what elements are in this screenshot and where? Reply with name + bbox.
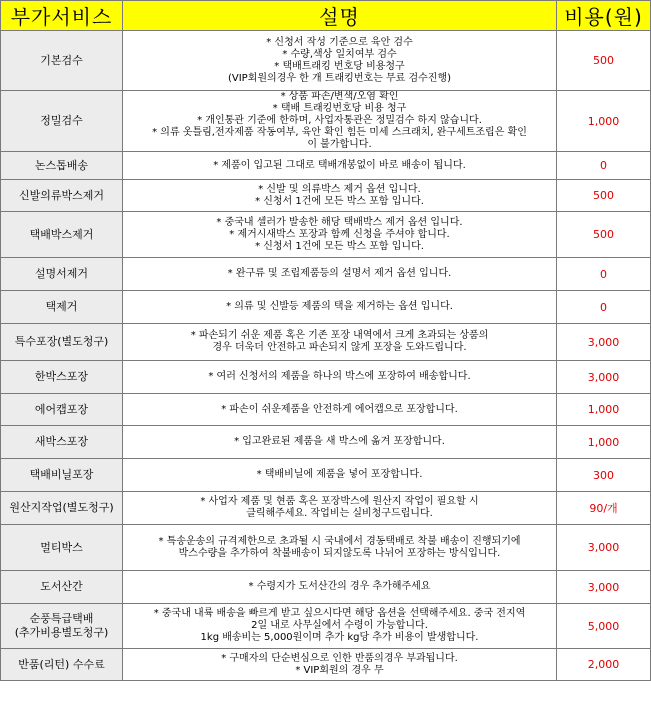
- service-description-cell: [123, 152, 557, 180]
- service-description-cell: [123, 525, 557, 571]
- table-row: [1, 649, 651, 681]
- table-row: [1, 394, 651, 426]
- description-line: * 중국내 내륙 배송을 빠르게 받고 싶으시다면 해당 옵션을 선택해주세요. 중국 전지역: [153, 608, 526, 619]
- service-name: 정밀검수: [40, 114, 83, 127]
- service-name: 논스톱배송: [34, 158, 89, 172]
- service-description-cell: [123, 91, 557, 152]
- header-description: 설명: [123, 1, 557, 31]
- description-line: * 완구류 및 조립제품등의 설명서 제거 옵션 입니다.: [227, 268, 452, 279]
- service-cost: 5,000: [557, 604, 651, 649]
- description-line: * 신발 및 의류박스 제거 옵션 입니다.: [258, 183, 421, 195]
- service-name: 신발의류박스제거: [18, 188, 104, 202]
- description-line: * 제품이 입고된 그대로 택배개봉없이 바로 배송이 됩니다.: [213, 159, 466, 171]
- table-row: [1, 361, 651, 394]
- service-cost: 2,000: [557, 649, 651, 681]
- description-line: * 파손되기 쉬운 제품 혹은 기존 포장 내역에서 크게 초과되는 상품의: [190, 330, 489, 341]
- service-name-cell: [1, 152, 123, 180]
- service-description-cell: [123, 492, 557, 525]
- service-description-cell: [123, 604, 557, 649]
- service-name: 멀티박스: [40, 540, 83, 554]
- table-row: [1, 291, 651, 324]
- table-row: [1, 152, 651, 180]
- description-line: * 의류 옷틀림,전자제품 작동여부, 육안 확인 힘든 미세 스크래치, 완구세트조립은 확인: [152, 127, 527, 138]
- table-body: [1, 31, 651, 681]
- description-line: * 구매자의 단순변심으로 인한 반품의경우 부과됩니다.: [221, 652, 458, 664]
- header-service: 부가서비스: [1, 1, 123, 31]
- table-row: [1, 525, 651, 571]
- service-cost: 300: [557, 459, 651, 492]
- description-line: * 개인통관 기준에 한하며, 사업자통관은 정밀검수 하지 않습니다.: [197, 115, 482, 126]
- service-name: 택배박스제거: [29, 227, 94, 241]
- description-line: 클릭해주세요. 작업비는 실비청구드립니다.: [246, 508, 433, 519]
- service-name: 기본검수: [40, 53, 83, 67]
- service-name-cell: [1, 525, 123, 571]
- service-name: 에어캡포장: [34, 402, 89, 416]
- service-name: 설명서제거: [34, 267, 89, 280]
- service-description-cell: [123, 361, 557, 394]
- service-name-cell: [1, 291, 123, 324]
- service-cost: 3,000: [557, 324, 651, 361]
- table-row: [1, 258, 651, 291]
- service-name-cell: [1, 212, 123, 258]
- description-line: 1kg 배송비는 5,000원이며 추가 kg당 추가 비용이 발생합니다.: [200, 632, 479, 643]
- service-name: 도서산간: [40, 580, 83, 593]
- service-description-cell: [123, 324, 557, 361]
- service-description-cell: [123, 426, 557, 459]
- service-cost: 90/개: [557, 492, 651, 525]
- service-name-cell: [1, 604, 123, 649]
- description-line: * 제거시새박스 포장과 함께 신청을 주셔야 합니다.: [229, 228, 450, 240]
- description-line: * 신청서 작성 기준으로 육안 검수: [266, 36, 413, 48]
- service-name-cell: [1, 394, 123, 426]
- service-cost: 1,000: [557, 91, 651, 152]
- description-line: * 수령지가 도서산간의 경우 추가해주세요: [248, 581, 431, 592]
- description-line: 경우 더욱더 안전하고 파손되지 않게 포장을 도와드립니다.: [212, 342, 467, 353]
- service-name-cell: [1, 324, 123, 361]
- description-line: * 신청서 1건에 모든 박스 포함 입니다.: [255, 240, 424, 252]
- service-cost: 3,000: [557, 571, 651, 604]
- service-description-cell: [123, 258, 557, 291]
- description-line: (VIP회원의경우 한 개 트래킹번호는 무료 검수진행): [227, 72, 452, 84]
- description-line: * 사업자 제품 및 현품 혹은 포장박스에 원산지 작업이 필요할 시: [200, 496, 479, 507]
- service-cost: 500: [557, 212, 651, 258]
- header-cost: 비용(원): [557, 1, 651, 31]
- service-cost: 500: [557, 180, 651, 212]
- service-description-cell: [123, 571, 557, 604]
- table-row: [1, 91, 651, 152]
- table-row: [1, 180, 651, 212]
- description-line: * 중국내 셀러가 발송한 해당 택배박스 제거 옵션 입니다.: [216, 216, 463, 228]
- service-name: 택제거: [45, 300, 78, 313]
- service-name-cell: [1, 258, 123, 291]
- description-line: * 택배비닐에 제품을 넣어 포장합니다.: [256, 469, 423, 480]
- description-line: 박스수량을 추가하여 착불배송이 되지않도록 나뉘어 포장하는 방식입니다.: [178, 547, 501, 559]
- description-line: * 택배트래킹 번호당 비용청구: [274, 60, 405, 72]
- service-cost: 500: [557, 31, 651, 91]
- description-line: * 여러 신청서의 제품을 하나의 박스에 포장하여 배송합니다.: [208, 371, 471, 382]
- service-name-cell: [1, 649, 123, 681]
- description-line: * 신청서 1건에 모든 박스 포함 입니다.: [255, 195, 424, 207]
- table-row: [1, 459, 651, 492]
- service-cost: 1,000: [557, 426, 651, 459]
- service-name-cell: [1, 31, 123, 91]
- service-name: 택배비닐포장: [29, 468, 94, 481]
- description-line: * 파손이 쉬운제품을 안전하게 에어캡으로 포장합니다.: [221, 403, 458, 415]
- table-row: [1, 604, 651, 649]
- table-row: [1, 31, 651, 91]
- service-name: 순풍특급택배: [29, 612, 94, 625]
- description-line: * 입고완료된 제품을 새 박스에 옮겨 포장합니다.: [234, 436, 445, 447]
- description-line: * 수량,색상 일치여부 검수: [282, 48, 397, 60]
- service-name-cell: [1, 426, 123, 459]
- service-name: 한박스포장: [34, 370, 89, 383]
- service-name: 특수포장(별도청구): [14, 335, 109, 348]
- service-name-cell: [1, 492, 123, 525]
- service-name: 새박스포장: [34, 435, 89, 448]
- table-row: [1, 212, 651, 258]
- table-row: [1, 324, 651, 361]
- description-line: * 택배 트래킹번호당 비용 청구: [272, 103, 407, 114]
- description-line: * 특송운송의 규격제한으로 초과될 시 국내에서 경동택배로 착불 배송이 진행되기에: [158, 535, 521, 547]
- header-row: [1, 1, 651, 31]
- table-row: [1, 426, 651, 459]
- service-cost: 0: [557, 152, 651, 180]
- service-cost: 0: [557, 291, 651, 324]
- service-description-cell: [123, 180, 557, 212]
- description-line: * 상품 파손/변색/오염 확인: [280, 91, 399, 102]
- description-line: * 의류 및 신발등 제품의 택을 제거하는 옵션 입니다.: [226, 301, 453, 312]
- service-name: 반품(리턴) 수수료: [18, 657, 105, 671]
- service-description-cell: [123, 212, 557, 258]
- service-name-cell: [1, 91, 123, 152]
- service-name-cell: [1, 180, 123, 212]
- service-name-cell: [1, 361, 123, 394]
- service-cost: 3,000: [557, 361, 651, 394]
- service-name-cell: [1, 571, 123, 604]
- description-line: 이 불가합니다.: [307, 139, 372, 150]
- service-name-cell: [1, 459, 123, 492]
- service-cost: 1,000: [557, 394, 651, 426]
- description-line: * VIP회원의 경우 무: [295, 664, 384, 676]
- table-row: [1, 571, 651, 604]
- service-name: 원산지작업(별도청구): [9, 501, 114, 514]
- service-description-cell: [123, 394, 557, 426]
- service-description-cell: [123, 459, 557, 492]
- table-row: [1, 492, 651, 525]
- service-description-cell: [123, 291, 557, 324]
- service-name: (추가비용별도청구): [14, 626, 109, 639]
- service-description-cell: [123, 649, 557, 681]
- service-cost: 0: [557, 258, 651, 291]
- service-cost: 3,000: [557, 525, 651, 571]
- service-description-cell: [123, 31, 557, 91]
- description-line: 2일 내로 사무실에서 수령이 가능합니다.: [251, 620, 428, 631]
